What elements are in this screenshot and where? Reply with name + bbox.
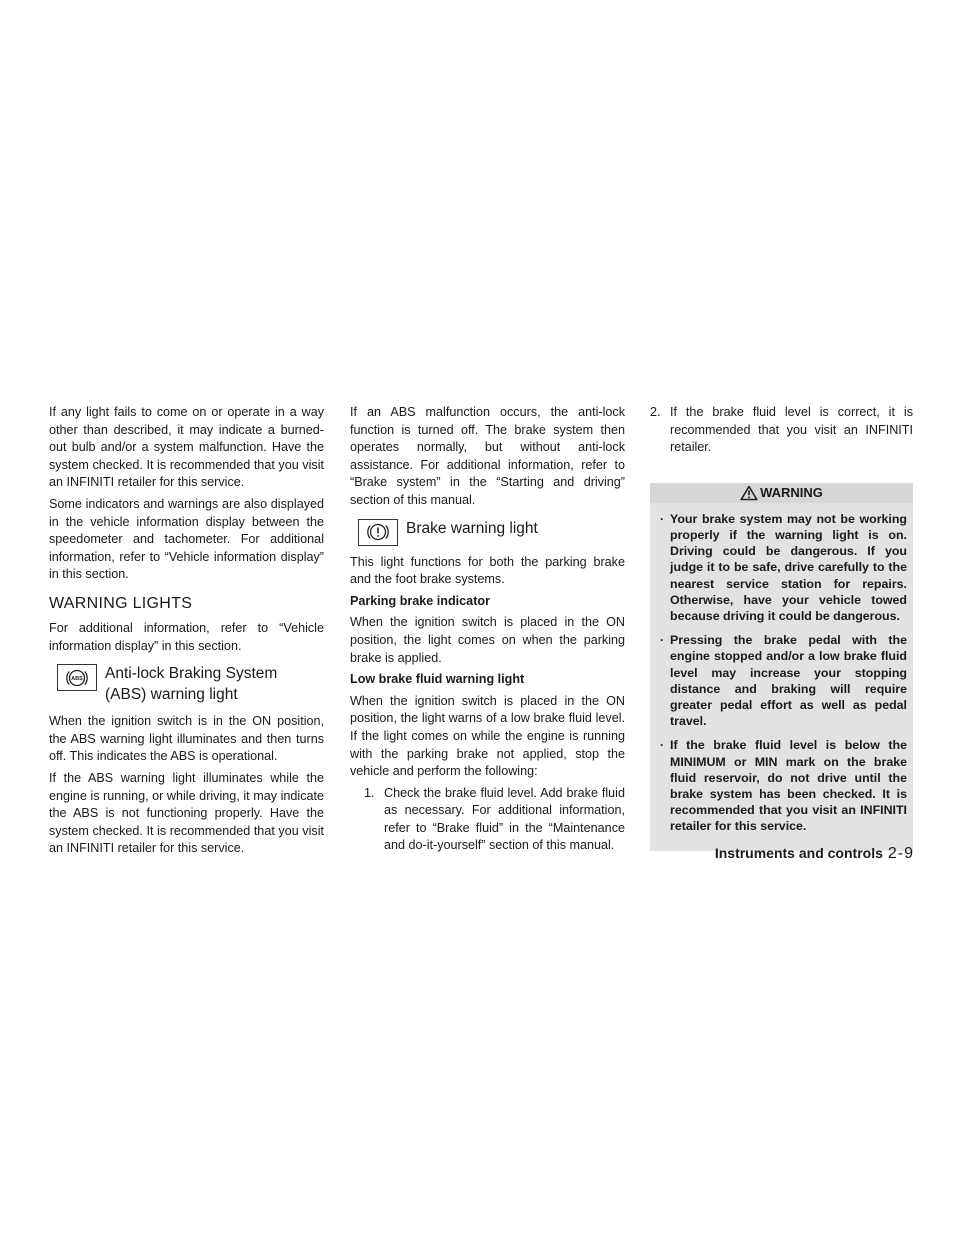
brake-title: Brake warning light	[406, 519, 538, 537]
warning-title	[650, 483, 913, 503]
brake-heading	[350, 518, 625, 546]
brake-paragraph: This light functions for both the parking brake and the foot brake systems.	[350, 554, 625, 587]
warning-lights-paragraph: For additional information, refer to “Vehicle information display” in this section.	[49, 620, 324, 653]
abs-warning-icon	[57, 664, 97, 691]
bullet: ·	[660, 738, 665, 753]
low-fluid-subheading: Low brake fluid warning light	[350, 672, 525, 687]
step-number: 1.	[364, 785, 375, 800]
warning-list	[650, 511, 913, 835]
step-text: If the brake fluid level is correct, it is recommended that you visit an INFINITI retailer.	[670, 405, 913, 455]
low-fluid-paragraph: When the ignition switch is placed in the ON position, the light warns of a low brake fluid level. If the light comes on while the engine is running with the parking brake not applied, stop the vehicle and perform the following:	[350, 693, 625, 779]
column-right	[650, 404, 913, 851]
abs-paragraph-3: If an ABS malfunction occurs, the anti-lock function is turned off. The brake system then operates normally, but without anti-lock assistance. For additional information, refer to “Brake system” in the “Starting and driving” section of this manual.	[350, 405, 625, 507]
page-number: 2-9	[887, 845, 914, 862]
list-item	[660, 511, 907, 624]
warning-triangle-icon	[740, 485, 758, 501]
warning-text: Your brake system may not be working properly if the warning light is on. Driving could be dangerous. If you judge it to be safe, drive carefully to the nearest service station for repairs. Otherwise, have your vehicle towed because driving it could be dangerous.	[670, 511, 907, 623]
list-item	[660, 632, 907, 729]
abs-title-line1: Anti-lock Braking System	[105, 665, 278, 683]
warning-box	[650, 483, 913, 851]
steps-list	[350, 785, 625, 855]
intro-paragraph-2: Some indicators and warnings are also displayed in the vehicle information display between the speedometer and tachometer. For additional information, refer to “Vehicle information display” in this section.	[49, 496, 324, 582]
list-item	[350, 785, 625, 855]
abs-icon-label: ABS	[71, 675, 83, 682]
list-item	[650, 404, 913, 457]
abs-title-line2: (ABS) warning light	[105, 686, 238, 704]
column-left	[49, 404, 324, 862]
bullet: ·	[660, 633, 665, 648]
abs-paragraph-2: If the ABS warning light illuminates while the engine is running, or while driving, it may indicate the ABS is not functioning properly. Have the system checked. It is recommended that you visit an INFINITI retailer for this service.	[49, 770, 324, 856]
column-middle	[350, 404, 625, 857]
page-footer	[700, 845, 914, 863]
parking-brake-paragraph: When the ignition switch is placed in the ON position, the light comes on when the parking brake is applied.	[350, 615, 625, 665]
abs-paragraph-1: When the ignition switch is in the ON position, the ABS warning light illuminates and then turns off. This indicates the ABS is operational.	[49, 714, 324, 764]
warning-lights-heading: WARNING LIGHTS	[49, 594, 193, 612]
step-text: Check the brake fluid level. Add brake fluid as necessary. For additional information, refer to “Brake fluid” in the “Maintenance and do-it-yourself” section of this manual.	[384, 785, 625, 853]
warning-text: If the brake fluid level is below the MINIMUM or MIN mark on the brake fluid reservoir, do not drive until the brake system has been checked. It is recommended that you visit an INFINITI retailer for this service.	[670, 738, 907, 834]
abs-heading	[49, 663, 324, 705]
list-item	[660, 737, 907, 834]
step-number: 2.	[650, 405, 661, 419]
footer-section-title: Instruments and controls	[714, 845, 883, 861]
warning-text: Pressing the brake pedal with the engine stopped and/or a low brake fluid level may increase your stopping distance and braking will require greater pedal effort as well as pedal travel.	[670, 633, 907, 729]
steps-list-continued	[650, 404, 913, 457]
abs-title	[105, 663, 277, 705]
bullet: ·	[660, 511, 665, 526]
brake-warning-icon	[358, 519, 398, 546]
intro-paragraph-1: If any light fails to come on or operate in a way other than described, it may indicate a burned-out bulb and/or a system malfunction. Have the system checked. It is recommended that you visit an INFINITI retailer for this service.	[49, 405, 324, 490]
warning-title-text: WARNING	[760, 484, 823, 500]
parking-brake-subheading: Parking brake indicator	[350, 593, 490, 608]
